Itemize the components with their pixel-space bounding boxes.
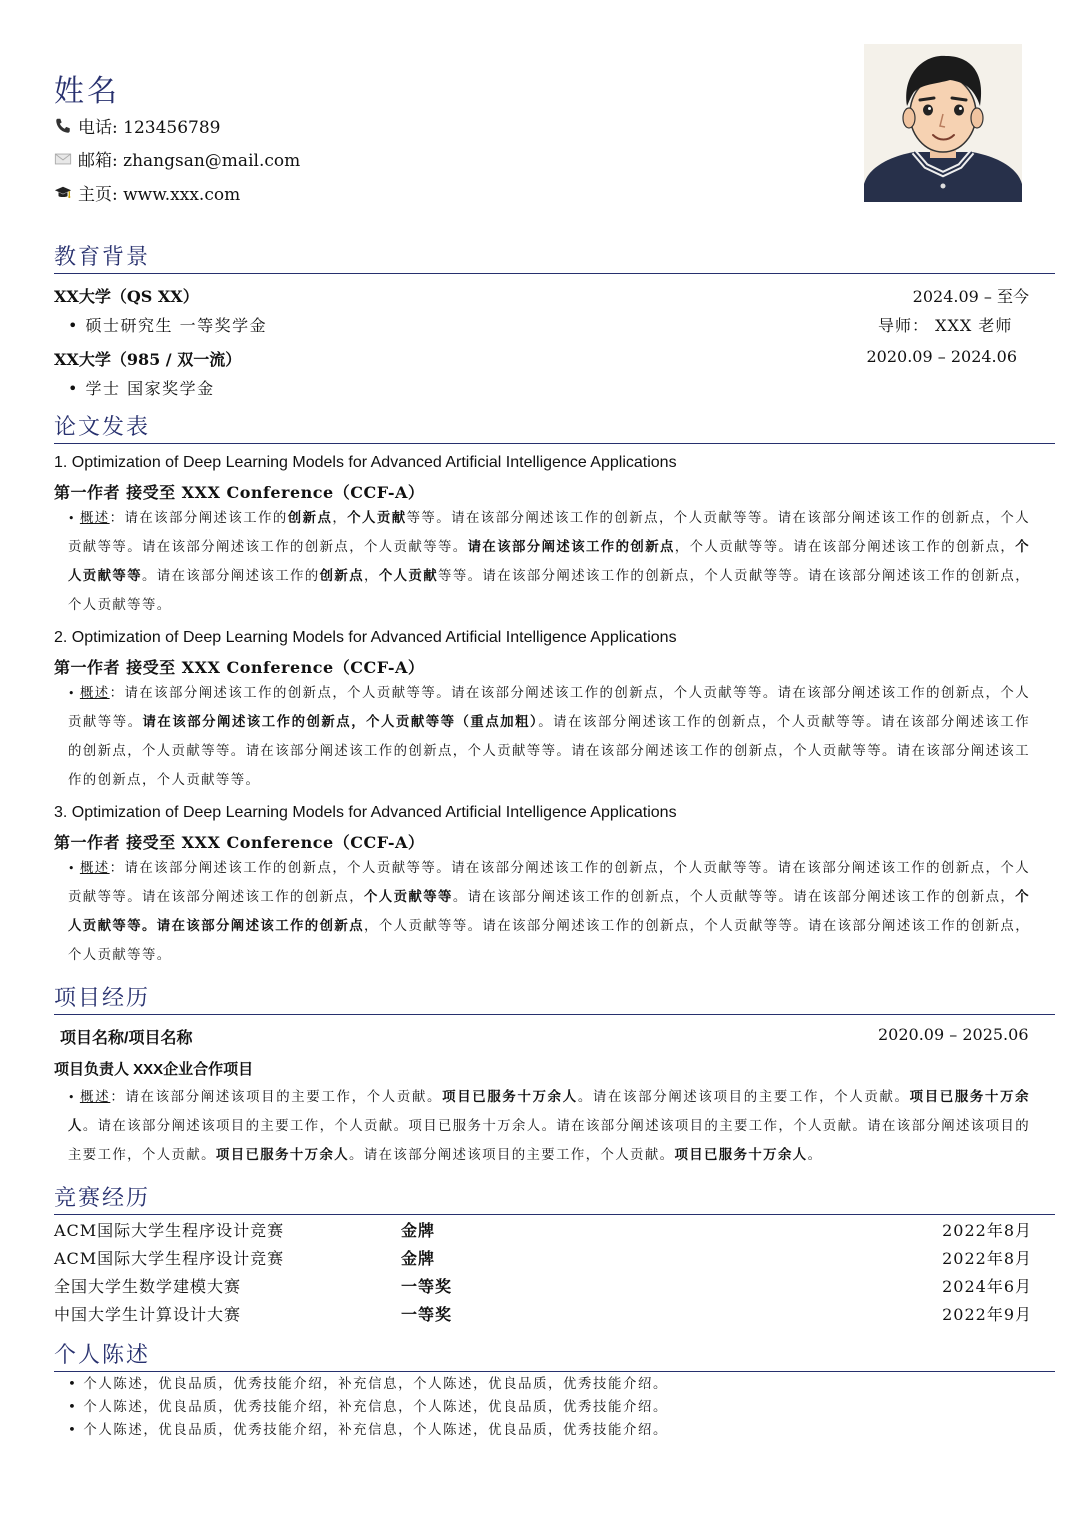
- paper-abstract: • 概述：请在该部分阐述该工作的创新点，个人贡献等等。请在该部分阐述该工作的创新点，个人贡献等等。请在该部分阐述该工作的创新点，个人贡献等等。请在该部分阐述该工作的创新点，个人贡献等等（重点加粗）。请在该部分阐述该工作的创新点，个人贡献等等。请在该部分阐述该工作的创新点，个人贡献等等。请在该部分阐述该工作的创新点，个人贡献等等。请在该部分阐述该工作的创新点，个人贡献等等。请在该部分阐述该工作的创新点，个人贡献等等。: [68, 686, 1031, 788]
- competition-award: 金牌: [401, 1249, 436, 1268]
- statement-item: • 个人陈述，优良品质，优秀技能介绍，补充信息，个人陈述，优良品质，优秀技能介绍。: [68, 1400, 668, 1415]
- section-title-papers: 论文发表: [54, 410, 1055, 444]
- abstract-label: 概述: [79, 686, 110, 701]
- competition-award: 金牌: [401, 1221, 436, 1240]
- competition-row: [54, 1302, 1032, 1330]
- paper-role: 第一作者 接受至 XXX Conference（CCF-A）: [54, 483, 425, 502]
- paper-abstract: • 概述：请在该部分阐述该工作的创新点，个人贡献等等。请在该部分阐述该工作的创新点，个人贡献等等。请在该部分阐述该工作的创新点，个人贡献等等。请在该部分阐述该工作的创新点，个人贡献等等。请在该部分阐述该工作的创新点，个人贡献等等。请在该部分阐述该工作的创新点，个人贡献等等。请在该部分阐述该工作的创新点，个人贡献等等。请在该部分阐述该工作的创新点，个人贡献等等。请在该部分阐述该工作的创新点，个人贡献等等。: [68, 861, 1031, 963]
- resume-name: 姓名: [54, 74, 120, 109]
- paper-title: 3. Optimization of Deep Learning Models for Advanced Artificial Intelligence Applications: [54, 804, 677, 821]
- competition-award: 一等奖: [401, 1305, 453, 1324]
- section-title-projects: 项目经历: [54, 981, 1055, 1015]
- education-advisor: 导师： XXX 老师: [878, 316, 1013, 335]
- competition-date: 2022年8月: [942, 1221, 1032, 1240]
- education-row: [54, 284, 1029, 307]
- contact-homepage: [54, 180, 240, 205]
- project-name: 项目名称/项目名称: [60, 1030, 193, 1047]
- project-role: 项目负责人 XXX企业合作项目: [54, 1061, 254, 1078]
- competition-name: 全国大学生数学建模大赛: [54, 1277, 242, 1296]
- paper-role: 第一作者 接受至 XXX Conference（CCF-A）: [54, 833, 425, 852]
- section-title-competitions: 竞赛经历: [54, 1181, 1055, 1215]
- education-detail: • 硕士研究生 一等奖学金: [68, 316, 268, 335]
- section-title-statement: 个人陈述: [54, 1338, 1055, 1372]
- abstract-label: 概述: [79, 1090, 111, 1105]
- education-school: XX大学（QS XX）: [54, 287, 199, 306]
- homepage-text: 主页: www.xxx.com: [78, 185, 241, 205]
- phone-icon: [54, 117, 72, 135]
- competition-row: [54, 1274, 1032, 1302]
- education-date: 2020.09 – 2024.06: [866, 347, 1017, 366]
- project-date: 2020.09 – 2025.06: [878, 1025, 1029, 1044]
- competition-name: 中国大学生计算设计大赛: [54, 1305, 242, 1324]
- envelope-icon: [54, 150, 72, 168]
- paper-abstract: • 概述：请在该部分阐述该工作的创新点，个人贡献等等。请在该部分阐述该工作的创新点，个人贡献等等。请在该部分阐述该工作的创新点，个人贡献等等。请在该部分阐述该工作的创新点，个人贡献等等。请在该部分阐述该工作的创新点，个人贡献等等。请在该部分阐述该工作的创新点，个人贡献等等。请在该部分阐述该工作的创新点，个人贡献等等。请在该部分阐述该工作的创新点，个人贡献等等。请在该部分阐述该工作的创新点，个人贡献等等。: [68, 510, 1031, 613]
- statement-item: • 个人陈述，优良品质，优秀技能介绍，补充信息，个人陈述，优良品质，优秀技能介绍。: [68, 1377, 668, 1392]
- phone-text: 电话: 123456789: [78, 118, 221, 138]
- contact-email: [54, 146, 300, 171]
- education-school: XX大学（985 / 双一流）: [54, 350, 242, 369]
- project-abstract: • 概述：请在该部分阐述该项目的主要工作，个人贡献。项目已服务十万余人。请在该部分阐述该项目的主要工作，个人贡献。项目已服务十万余人。请在该部分阐述该项目的主要工作，个人贡献。项目已服务十万余人。请在该部分阐述该项目的主要工作，个人贡献。请在该部分阐述该项目的主要工作，个人贡献。项目已服务十万余人。请在该部分阐述该项目的主要工作，个人贡献。项目已服务十万余人。: [68, 1089, 1030, 1163]
- graduation-cap-icon: [54, 184, 72, 202]
- abstract-label: 概述: [79, 511, 110, 526]
- contact-phone: [54, 113, 220, 138]
- education-detail: • 学士 国家奖学金: [68, 379, 215, 398]
- education-date: 2024.09 – 至今: [912, 287, 1029, 306]
- competition-date: 2022年8月: [942, 1249, 1032, 1268]
- competition-row: [54, 1246, 1032, 1274]
- competition-name: ACM国际大学生程序设计竞赛: [54, 1221, 285, 1240]
- competition-name: ACM国际大学生程序设计竞赛: [54, 1249, 285, 1268]
- paper-title: 1. Optimization of Deep Learning Models for Advanced Artificial Intelligence Applications: [54, 454, 677, 471]
- competition-date: 2022年9月: [942, 1305, 1032, 1324]
- email-text: 邮箱: zhangsan@mail.com: [78, 151, 301, 171]
- paper-role: 第一作者 接受至 XXX Conference（CCF-A）: [54, 658, 425, 677]
- abstract-label: 概述: [79, 861, 110, 876]
- profile-photo: [864, 44, 1022, 202]
- competition-award: 一等奖: [401, 1277, 453, 1296]
- competition-row: [54, 1218, 1032, 1246]
- competition-date: 2024年6月: [942, 1277, 1032, 1296]
- paper-title: 2. Optimization of Deep Learning Models for Advanced Artificial Intelligence Applications: [54, 629, 677, 646]
- education-row: [54, 347, 1029, 370]
- statement-item: • 个人陈述，优良品质，优秀技能介绍，补充信息，个人陈述，优良品质，优秀技能介绍。: [68, 1423, 668, 1438]
- section-title-education: 教育背景: [54, 240, 1055, 274]
